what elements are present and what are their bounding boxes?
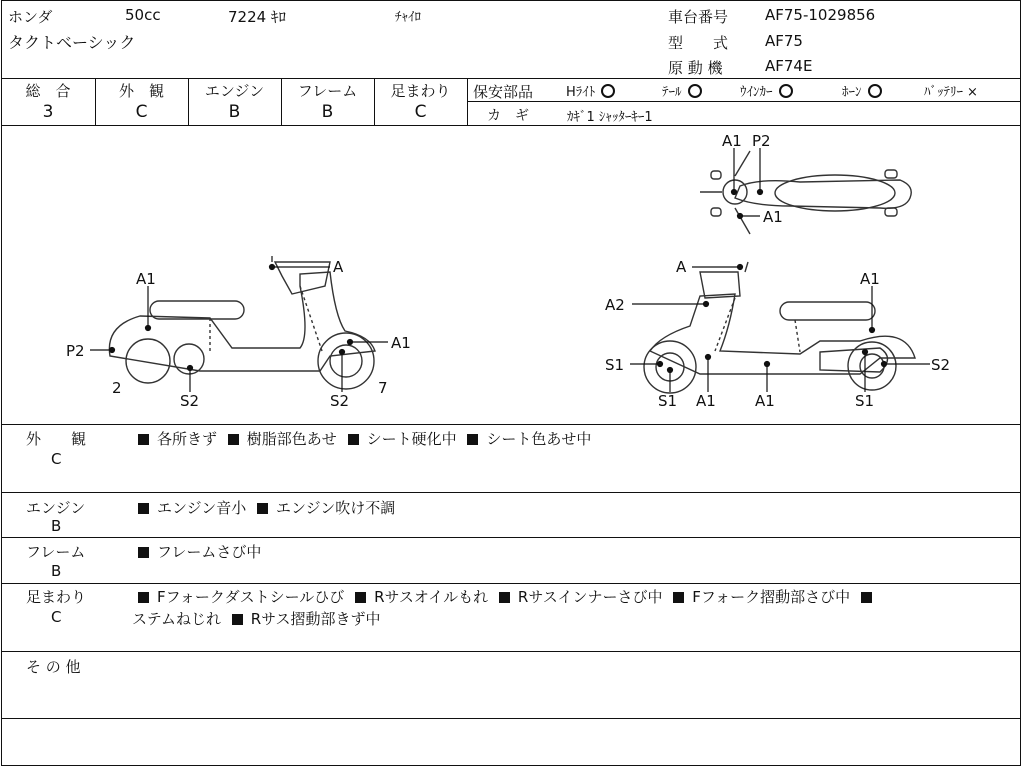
- headlight-label: Hﾗｲﾄ: [566, 85, 596, 100]
- mileage: 7224 ｷﾛ: [228, 8, 286, 26]
- overall-label: 総 合: [25, 82, 71, 100]
- bullet-square-icon: [138, 547, 149, 558]
- bullet-square-icon: [499, 592, 510, 603]
- engine-grade-label: エンジン: [204, 82, 265, 100]
- frame-defects: [138, 541, 267, 562]
- diagram-label: A: [676, 258, 687, 276]
- defect-item: 樹脂部色あせ: [246, 430, 337, 448]
- divider: [1, 78, 1021, 79]
- defect-item: 各所きず: [157, 430, 218, 448]
- ok-circle-icon: [779, 84, 793, 98]
- divider: [1, 424, 1021, 425]
- diagram-label: A2: [605, 296, 625, 314]
- defect-item: Rサス摺動部きず中: [250, 610, 381, 628]
- battery-label: ﾊﾞｯﾃﾘｰ: [924, 85, 963, 100]
- displacement: 50cc: [125, 6, 161, 24]
- bullet-square-icon: [348, 434, 359, 445]
- diagram-label: A1: [755, 392, 775, 410]
- suspension-defects-line1: [138, 586, 880, 607]
- frame-detail-grade: B: [51, 562, 62, 580]
- safety-tail: [662, 81, 702, 100]
- bullet-square-icon: [673, 592, 684, 603]
- diagram-label: S1: [658, 392, 678, 410]
- divider: [467, 101, 1021, 102]
- bullet-square-icon: [138, 592, 149, 603]
- defect-item: Rサスインナーさび中: [517, 588, 663, 606]
- defect-item: ステムねじれ: [132, 610, 221, 628]
- tail-label: ﾃｰﾙ: [662, 85, 682, 100]
- defect-item: Rサスオイルもれ: [374, 588, 489, 606]
- frame-no: AF75-1029856: [765, 6, 876, 24]
- ok-circle-icon: [601, 84, 615, 98]
- suspension-grade-label: 足まわり: [390, 82, 451, 100]
- bullet-square-icon: [355, 592, 366, 603]
- ok-circle-icon: [688, 84, 702, 98]
- bullet-square-icon: [228, 434, 239, 445]
- diagram-label: S1: [605, 356, 625, 374]
- key-info: ｶｷﾞ1 ｼｬｯﾀｰｷｰ1: [567, 110, 653, 125]
- frame-grade-label: フレーム: [297, 82, 358, 100]
- bullet-square-icon: [467, 434, 478, 445]
- defect-item: シート硬化中: [366, 430, 457, 448]
- frame-detail-label: フレーム: [26, 543, 86, 561]
- safety-winker: [740, 81, 793, 100]
- other-label: そ の 他: [26, 658, 81, 676]
- defect-item: フレームさび中: [157, 543, 262, 561]
- divider: [467, 78, 468, 125]
- diagram-label: P2: [66, 342, 85, 360]
- suspension-grade: C: [414, 102, 427, 122]
- engine-grade: B: [228, 102, 241, 122]
- diagram-label: A1: [763, 208, 783, 226]
- suspension-defects-line2: [132, 608, 387, 629]
- engine-detail-label: エンジン: [26, 499, 86, 517]
- diagram-label: A1: [722, 132, 742, 150]
- maker: ホンダ: [8, 8, 53, 26]
- suspension-detail-grade: C: [51, 608, 62, 626]
- diagram-label: 7: [378, 379, 388, 397]
- defect-item: エンジン吹け不調: [276, 499, 396, 517]
- horn-label: ﾎｰﾝ: [842, 85, 862, 100]
- damage-diagram: [0, 126, 1024, 426]
- safety-battery: [924, 81, 978, 100]
- exterior-detail-grade: C: [51, 450, 62, 468]
- defect-item: シート色あせ中: [486, 430, 592, 448]
- diagram-label: 2: [112, 379, 122, 397]
- bullet-square-icon: [861, 592, 872, 603]
- diagram-label: S2: [931, 356, 951, 374]
- exterior-label: 外 観: [118, 82, 164, 100]
- winker-label: ｳｲﾝｶｰ: [740, 85, 773, 100]
- bullet-square-icon: [138, 503, 149, 514]
- exterior-defects: [138, 428, 597, 449]
- divider: [1, 537, 1021, 538]
- frame-grade: B: [321, 102, 334, 122]
- bullet-square-icon: [138, 434, 149, 445]
- diagram-label: A1: [391, 334, 411, 352]
- engine-label: 原 動 機: [668, 59, 723, 77]
- divider: [1, 583, 1021, 584]
- frame-no-label: 車台番号: [668, 8, 729, 26]
- overall-grade: 3: [42, 102, 54, 122]
- diagram-label: A1: [860, 270, 880, 288]
- type-label: 型 式: [668, 34, 729, 52]
- exterior-detail-label: 外 観: [26, 430, 87, 448]
- ok-circle-icon: [868, 84, 882, 98]
- diagram-label: A1: [136, 270, 156, 288]
- defect-item: Fフォーク摺動部さび中: [692, 588, 851, 606]
- exterior-grade: C: [135, 102, 148, 122]
- color: ﾁｬｲﾛ: [395, 10, 421, 25]
- engine-detail-grade: B: [51, 517, 62, 535]
- safety-headlight: [566, 81, 615, 100]
- battery-mark: ×: [967, 85, 978, 100]
- bullet-square-icon: [232, 614, 243, 625]
- engine-model: AF74E: [765, 57, 813, 75]
- suspension-detail-label: 足まわり: [26, 588, 87, 606]
- divider: [1, 718, 1021, 719]
- diagram-label: A: [333, 258, 344, 276]
- divider: [1, 492, 1021, 493]
- key-label: カ ギ: [487, 108, 529, 124]
- safety-horn: [842, 81, 882, 100]
- type: AF75: [765, 32, 803, 50]
- defect-item: Fフォークダストシールひび: [157, 588, 345, 606]
- diagram-label: P2: [752, 132, 771, 150]
- engine-defects: [138, 497, 401, 518]
- divider: [1, 651, 1021, 652]
- diagram-label: S2: [330, 392, 350, 410]
- diagram-label: S1: [855, 392, 875, 410]
- defect-item: エンジン音小: [157, 499, 247, 517]
- safety-label: 保安部品: [473, 83, 534, 101]
- diagram-label: S2: [180, 392, 200, 410]
- bullet-square-icon: [257, 503, 268, 514]
- model-name: タクトベーシック: [8, 33, 136, 52]
- diagram-label: A1: [696, 392, 716, 410]
